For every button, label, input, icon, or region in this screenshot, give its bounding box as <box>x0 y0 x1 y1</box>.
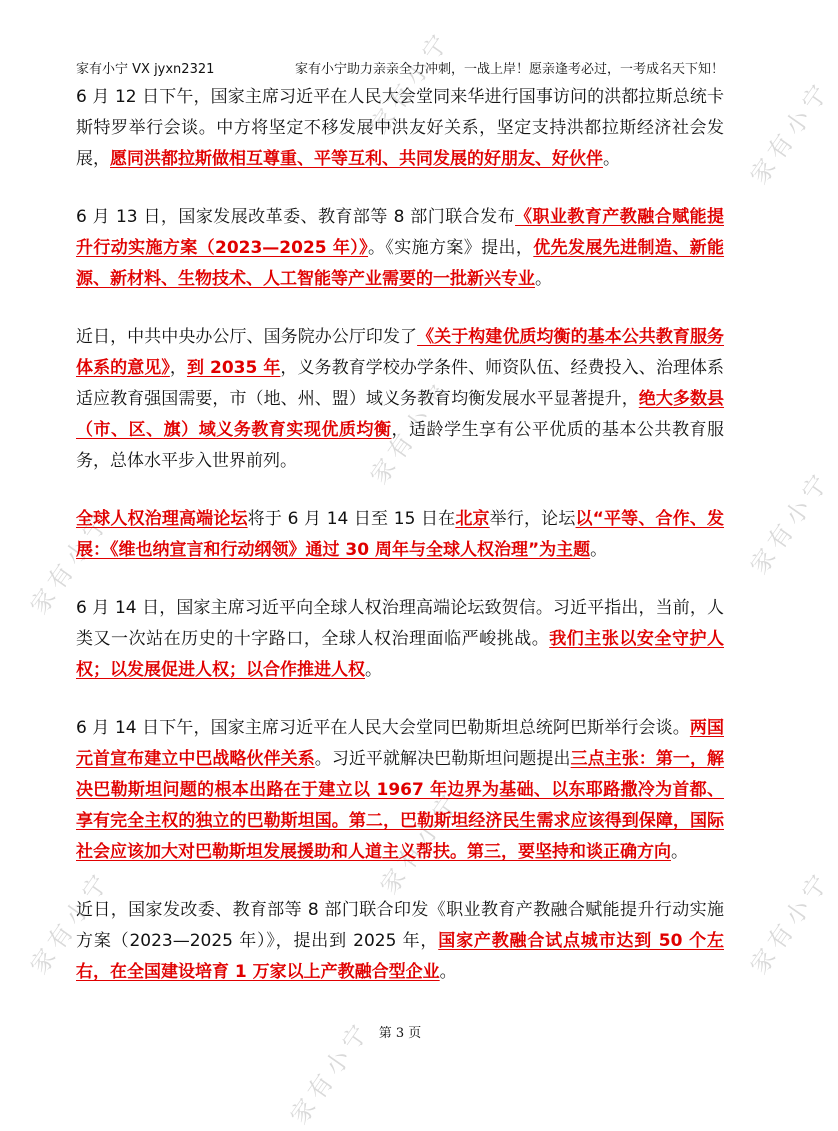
page-number: 第 3 页 <box>378 1026 422 1041</box>
body-text: 。 <box>590 540 608 560</box>
document-body <box>76 82 724 1015</box>
watermark-text: 家有小宁 <box>24 865 117 980</box>
body-text: 将于 6 月 14 日至 15 日在 <box>247 509 456 529</box>
highlighted-text: 我们主张以安全守护人权；以发展促进人权；以合作推进人权 <box>76 629 724 680</box>
body-text: 。 <box>365 660 382 680</box>
watermark-text: 家有小宁 <box>364 375 457 490</box>
body-text: 近日，中共中央办公厅、国务院办公厅印发了 <box>76 327 418 347</box>
highlighted-text: 全球人权治理高端论坛 <box>76 509 248 529</box>
body-text: ， <box>169 358 187 378</box>
paragraph <box>76 82 724 175</box>
highlighted-text: 北京 <box>455 509 490 529</box>
highlighted-text: 国家产教融合试点城市达到 50 个左右，在全国建设培育 1 万家以上产教融合型企业 <box>76 931 724 982</box>
body-text: 。 <box>535 269 552 289</box>
highlighted-text: 两国元首宣布建立中巴战略伙伴关系 <box>76 718 724 769</box>
header-contact: 家有小宁 VX jyxn2321 <box>76 62 215 77</box>
watermark-text: 家有小宁 <box>364 25 457 140</box>
body-text: ，义务教育学校办学条件、师资队伍、经费投入、治理体系适应教育强国需要，市（地、州、盟）域义务教育均衡发展水平显著提升， <box>76 358 725 409</box>
paragraph <box>76 713 724 868</box>
highlighted-text: 愿同洪都拉斯做相互尊重、平等互利、共同发展的好朋友、好伙伴 <box>110 149 603 169</box>
highlighted-text: 优先发展先进制造、新能源、新材料、生物技术、人工智能等产业需要的一批新兴专业 <box>76 238 725 289</box>
highlighted-text: 《职业教育产教融合赋能提升行动实施方案（2023—2025 年）》 <box>76 207 724 258</box>
body-text: 近日，国家发改委、教育部等 8 部门联合印发《职业教育产教融合赋能提升行动实施方案（2023—2025 年）》，提出到 2025 年， <box>76 900 724 951</box>
body-text: ，适龄学生享有公平优质的基本公共教育服务，总体水平步入世界前列。 <box>76 420 724 471</box>
body-text: 。习近平就解决巴勒斯坦问题提出 <box>314 749 571 769</box>
highlighted-text: 三点主张：第一，解决巴勒斯坦问题的根本出路在于建立以 1967 年边界为基础、以东耶路撒冷为首都、享有完全主权的独立的巴勒斯坦国。第二，巴勒斯坦经济民生需求应该得到保障，国际社会应该加大对巴勒斯坦发展援助和人道主义帮扶。第三，要坚持和谈正确方向 <box>76 749 725 862</box>
body-text: 举行，论坛 <box>489 509 576 529</box>
header-slogan: 家有小宁助力亲亲全力冲刺，一战上岸！愿亲逢考必过，一考成名天下知！ <box>294 62 724 77</box>
highlighted-text: 绝大多数县（市、区、旗）域义务教育实现优质均衡 <box>76 389 725 440</box>
body-text: 。 <box>603 149 620 169</box>
paragraph <box>76 504 724 566</box>
watermark-text: 家有小宁 <box>744 465 837 580</box>
watermark-text: 家有小宁 <box>284 1015 377 1130</box>
highlighted-text: 到 2035 年 <box>186 358 281 378</box>
paragraph <box>76 593 724 686</box>
body-text: 。 <box>671 842 688 862</box>
paragraph <box>76 202 724 295</box>
body-text: 6 月 12 日下午，国家主席习近平在人民大会堂同来华进行国事访问的洪都拉斯总统卡斯特罗举行会谈。中方将坚定不移发展中洪友好关系，坚定支持洪都拉斯经济社会发展， <box>76 87 724 169</box>
highlighted-text: 以“平等、合作、发展：《维也纳宣言和行动纲领》通过 30 周年与全球人权治理”为主题 <box>76 509 725 560</box>
paragraph <box>76 322 724 477</box>
body-text: 6 月 14 日下午，国家主席习近平在人民大会堂同巴勒斯坦总统阿巴斯举行会谈。 <box>76 718 690 738</box>
body-text: 6 月 13 日，国家发展改革委、教育部等 8 部门联合发布 <box>76 207 516 227</box>
page-header <box>76 58 724 78</box>
watermark-text: 家有小宁 <box>374 785 467 900</box>
body-text: 。《实施方案》提出， <box>368 238 534 258</box>
paragraph <box>76 895 724 988</box>
watermark-text: 家有小宁 <box>744 75 837 190</box>
highlighted-text: 《关于构建优质均衡的基本公共教育服务体系的意见》 <box>76 327 725 378</box>
watermark-text: 家有小宁 <box>744 865 837 980</box>
body-text: 。 <box>439 962 457 982</box>
body-text: 6 月 14 日，国家主席习近平向全球人权治理高端论坛致贺信。习近平指出，当前，人类又一次站在历史的十字路口，全球人权治理面临严峻挑战。 <box>76 598 724 649</box>
watermark-text: 家有小宁 <box>24 505 117 620</box>
